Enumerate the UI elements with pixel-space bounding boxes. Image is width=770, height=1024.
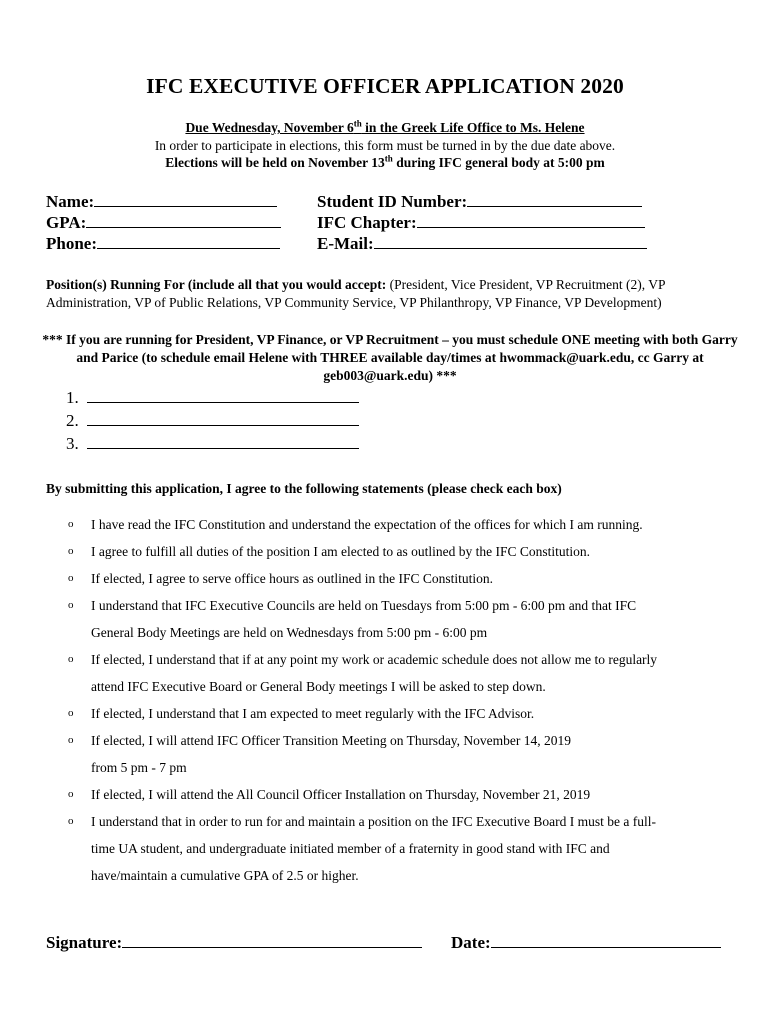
position-choice-1[interactable]: [66, 387, 359, 408]
position-choice-2[interactable]: [66, 410, 359, 431]
checkbox-circle-icon[interactable]: o: [68, 788, 74, 800]
statement-text: [91, 646, 741, 700]
statement-line: attend IFC Executive Board or General Body meetings I will be asked to step down.: [91, 679, 546, 694]
name-blank[interactable]: [94, 191, 277, 207]
checkbox-circle-icon[interactable]: o: [68, 707, 74, 719]
statement-text: [91, 565, 741, 592]
positions-paragraph: [46, 276, 736, 312]
date-blank[interactable]: [491, 932, 721, 948]
elections-suffix: during IFC general body at 5:00 pm: [392, 155, 605, 170]
statement-line: have/maintain a cumulative GPA of 2.5 or higher.: [91, 868, 359, 883]
statement-line: I understand that IFC Executive Councils are held on Tuesdays from 5:00 pm - 6:00 pm and that IFC: [91, 598, 637, 613]
statement-line: I have read the IFC Constitution and understand the expectation of the offices for which I am running.: [91, 517, 643, 532]
position-blank-1[interactable]: [87, 387, 359, 403]
signature-blank[interactable]: [122, 932, 422, 948]
position-blank-3[interactable]: [87, 433, 359, 449]
student-id-label: Student ID Number:: [317, 192, 468, 211]
elections-sup: th: [384, 153, 393, 164]
position-number-1: 1.: [66, 388, 79, 407]
meeting-note: *** If you are running for President, VP Finance, or VP Recruitment – you must schedule ONE meeting with both Garry and Parice (to schedule email Helene with THREE available day/times at hwommack@uark.edu, cc Garry at geb003@uark.edu) ***: [42, 332, 738, 383]
due-date-location: in the Greek Life Office to Ms. Helene: [361, 120, 585, 135]
elections-line: [0, 155, 770, 171]
statement-line: I agree to fulfill all duties of the position I am elected to as outlined by the IFC Constitution.: [91, 544, 591, 559]
statement-line: If elected, I will attend IFC Officer Transition Meeting on Thursday, November 14, 2019: [91, 733, 572, 748]
student-id-blank[interactable]: [467, 191, 642, 207]
position-number-3: 3.: [66, 434, 79, 453]
statement-text: [91, 700, 741, 727]
statement-text: [91, 727, 741, 781]
phone-blank[interactable]: [97, 233, 280, 249]
statement-line: If elected, I understand that I am expected to meet regularly with the IFC Advisor.: [91, 706, 535, 721]
position-number-2: 2.: [66, 411, 79, 430]
positions-list: (President, Vice President, VP Recruitment (2), VP Administration, VP of Public Relations, VP Community Service, VP Philanthropy, VP Finance, VP Development): [46, 277, 665, 310]
position-blank-2[interactable]: [87, 410, 359, 426]
due-date-line: [0, 120, 770, 136]
student-id-field[interactable]: [317, 191, 642, 212]
gpa-blank[interactable]: [86, 212, 281, 228]
statement-text: [91, 808, 741, 889]
email-label: E-Mail:: [317, 234, 374, 253]
checkbox-circle-icon[interactable]: o: [68, 545, 74, 557]
page-title: IFC EXECUTIVE OFFICER APPLICATION 2020: [146, 74, 624, 98]
phone-field[interactable]: [46, 233, 280, 254]
statement-line: from 5 pm - 7 pm: [91, 760, 187, 775]
statement-text: [91, 781, 741, 808]
statement-line: General Body Meetings are held on Wednesdays from 5:00 pm - 6:00 pm: [91, 625, 488, 640]
signature-label: Signature:: [46, 933, 123, 952]
email-field[interactable]: [317, 233, 647, 254]
statement-line: If elected, I will attend the All Council Officer Installation on Thursday, November 21, 2019: [91, 787, 591, 802]
chapter-blank[interactable]: [417, 212, 645, 228]
date-label: Date:: [451, 933, 491, 952]
chapter-label: IFC Chapter:: [317, 213, 417, 232]
checkbox-circle-icon[interactable]: o: [68, 653, 74, 665]
position-choice-3[interactable]: [66, 433, 359, 454]
name-field[interactable]: [46, 191, 277, 212]
statement-text: [91, 538, 741, 565]
due-date-sup: th: [353, 118, 362, 129]
elections-text: Elections will be held on November 13: [165, 155, 385, 170]
due-date-text: Due Wednesday, November 6: [185, 120, 354, 135]
instruction-line: In order to participate in elections, this form must be turned in by the due date above.: [154, 138, 616, 153]
gpa-label: GPA:: [46, 213, 87, 232]
checkbox-circle-icon[interactable]: o: [68, 572, 74, 584]
checkbox-circle-icon[interactable]: o: [68, 518, 74, 530]
agreement-heading: By submitting this application, I agree to the following statements (please check each box): [46, 481, 562, 496]
statement-text: [91, 592, 741, 646]
statement-line: If elected, I understand that if at any point my work or academic schedule does not allow me to regularly: [91, 652, 658, 667]
email-blank[interactable]: [374, 233, 647, 249]
statement-line: time UA student, and undergraduate initiated member of a fraternity in good stand with IFC and: [91, 841, 610, 856]
chapter-field[interactable]: [317, 212, 645, 233]
checkbox-circle-icon[interactable]: o: [68, 599, 74, 611]
date-field[interactable]: [451, 932, 721, 953]
gpa-field[interactable]: [46, 212, 281, 233]
statement-line: If elected, I agree to serve office hours as outlined in the IFC Constitution.: [91, 571, 494, 586]
name-label: Name:: [46, 192, 95, 211]
statement-line: I understand that in order to run for and maintain a position on the IFC Executive Board I must be a full-: [91, 814, 656, 829]
phone-label: Phone:: [46, 234, 97, 253]
signature-field[interactable]: [46, 932, 422, 953]
checkbox-circle-icon[interactable]: o: [68, 815, 74, 827]
checkbox-circle-icon[interactable]: o: [68, 734, 74, 746]
positions-label: Position(s) Running For (include all that you would accept:: [46, 277, 387, 292]
statement-text: [91, 511, 741, 538]
